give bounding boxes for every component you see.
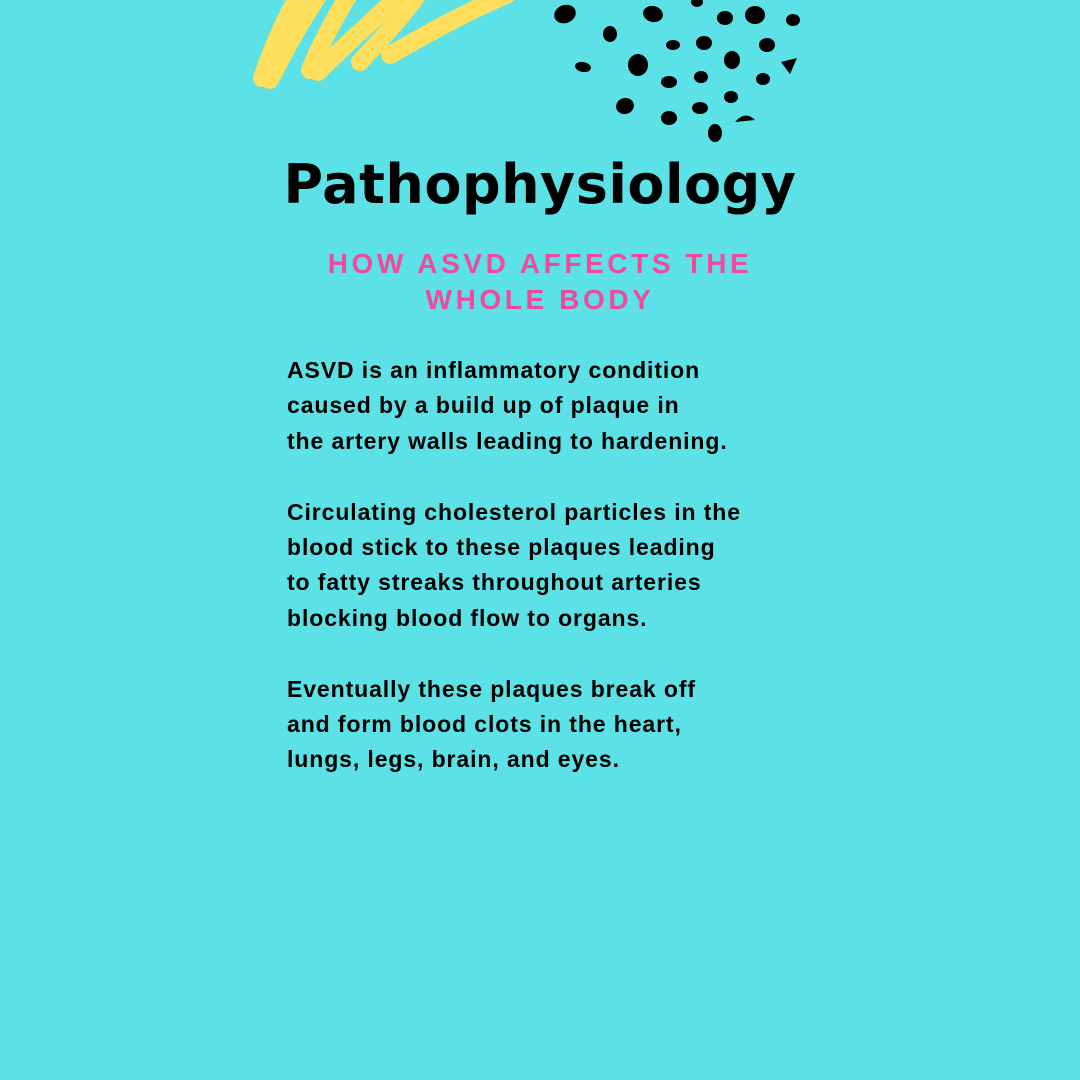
paragraph-blood-clots xyxy=(287,672,807,778)
paragraph-line: blocking blood flow to organs. xyxy=(287,604,648,631)
paragraph-line: blood stick to these plaques leading xyxy=(287,534,716,561)
paragraph-line: and form blood clots in the heart, xyxy=(287,711,682,738)
paragraph-line: ASVD is an inflammatory condition xyxy=(287,357,701,383)
subtitle xyxy=(290,246,790,318)
paragraph-line: to fatty streaks throughout arteries xyxy=(287,569,702,596)
yellow-scribble-decoration xyxy=(240,0,530,100)
body-text xyxy=(287,353,807,813)
paragraph-line: lungs, legs, brain, and eyes. xyxy=(287,746,620,773)
paragraph-cholesterol xyxy=(287,495,807,637)
paragraph-definition xyxy=(287,353,807,459)
paragraph-line: Eventually these plaques break off xyxy=(287,675,696,702)
subtitle-line: HOW ASVD AFFECTS THE xyxy=(327,248,753,279)
black-dots-decoration xyxy=(545,0,810,150)
paragraph-line: the artery walls leading to hardening. xyxy=(287,427,728,454)
paragraph-line: caused by a build up of plaque in xyxy=(287,392,680,419)
page-title: Pathophysiology xyxy=(283,153,797,216)
subtitle-line: WHOLE BODY xyxy=(425,284,655,315)
paragraph-line: Circulating cholesterol particles in the xyxy=(287,498,741,525)
